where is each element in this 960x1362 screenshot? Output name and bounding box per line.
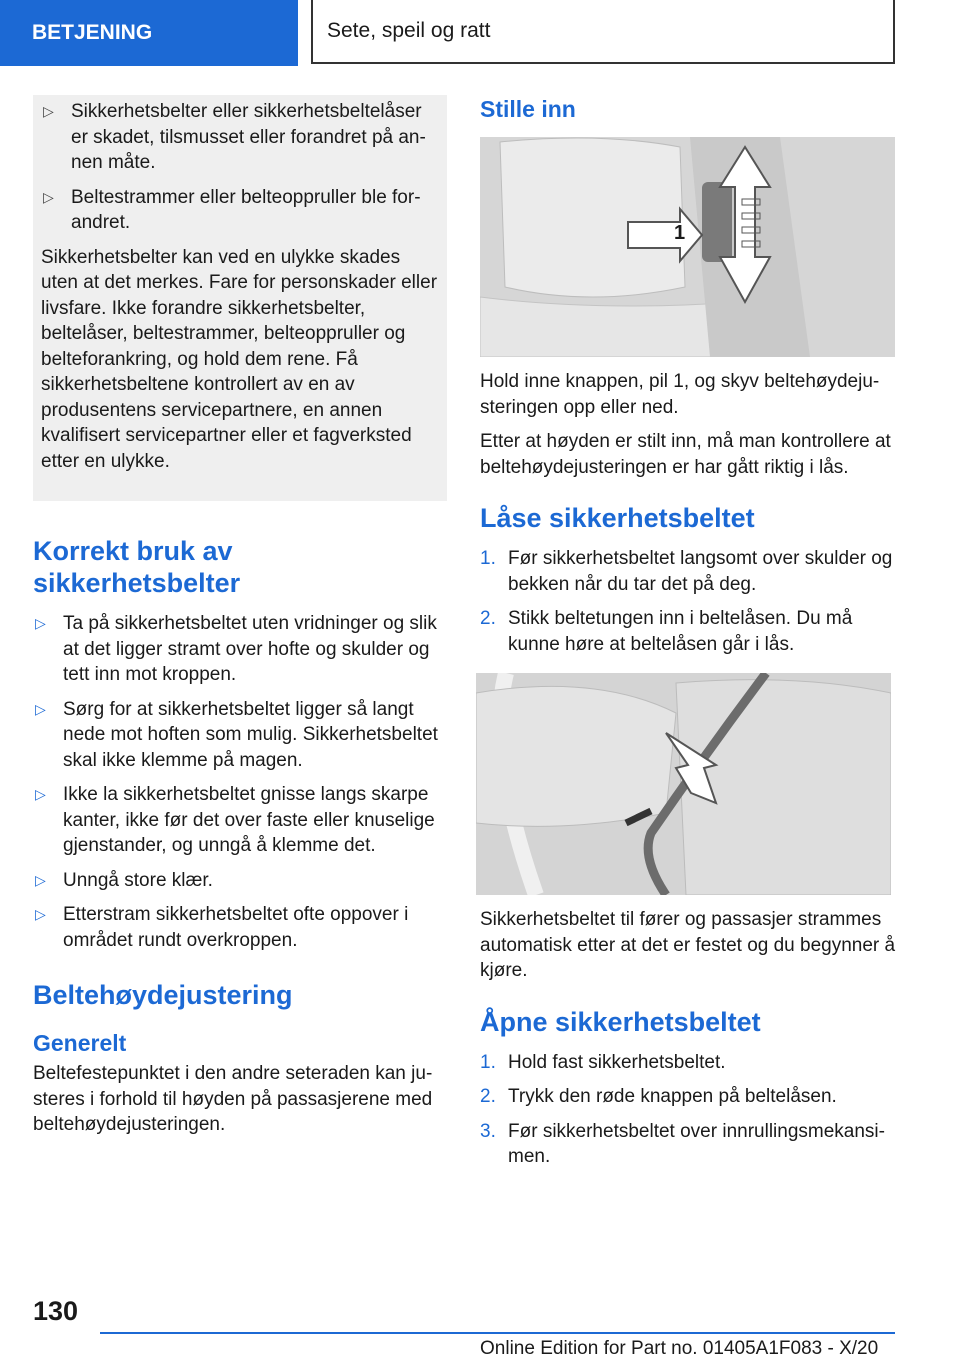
- section-heading: Beltehøydejustering: [33, 980, 293, 1010]
- triangle-right-icon: ▷: [35, 786, 46, 802]
- list-item: ▷ Unngå store klær.: [33, 868, 447, 894]
- section-heading: Korrekt bruk av sikkerhetsbelter: [33, 536, 241, 598]
- section-heading: Låse sikkerhetsbeltet: [480, 503, 755, 533]
- body-text: Sikkerhetsbeltet til fører og passasjer strammes automatisk etter at det er festet og du begynner å kjøre.: [480, 909, 896, 981]
- triangle-right-icon: ▷: [35, 615, 46, 631]
- list-item: 2. Stikk beltetungen inn i beltelåsen. Du må kunne høre at beltelåsen går i lås.: [480, 608, 853, 655]
- triangle-right-icon: ▷: [43, 103, 54, 119]
- subsection-heading: Generelt: [33, 1030, 127, 1056]
- triangle-right-icon: ▷: [35, 700, 46, 717]
- page-number: 130: [33, 1296, 79, 1326]
- list-item: 1. Hold fast sikkerhetsbeltet.: [480, 1051, 726, 1073]
- list-item: ▷ Beltestrammer eller belteoppruller ble forandret.: [41, 185, 441, 236]
- list-item: ▷ Ta på sikkerhetsbeltet uten vridninger og slik at det ligger stramt over hofte og skulder og tett inn mot kroppen.: [33, 611, 447, 688]
- belt-buckle-figure: [476, 673, 891, 895]
- list-item: ▷ Sørg for at sikkerhetsbeltet ligger så langt nede mot hoften som mulig. Sikkerhetsbeltet skal ikke klemme på magen.: [33, 697, 447, 774]
- footer-divider: [100, 1332, 895, 1334]
- warning-box: [33, 95, 447, 501]
- section-tab: BETJENING: [0, 0, 298, 66]
- body-text: Etter at høyden er stilt inn, må man kontrollere at beltehøydejusteringen er har gått riktig i lås.: [480, 431, 891, 478]
- belt-height-illustration: [480, 137, 895, 357]
- left-column: [33, 95, 447, 1147]
- body-text: Hold inne knappen, pil 1, og skyv beltehøydejusteringen opp eller ned.: [480, 371, 880, 418]
- warning-text: Sikkerhetsbelter kan ved en ulykke skades uten at det merkes. Fare for personskader eller livsfare. Ikke forandre sikkerhetsbelter, beltelåser, beltestrammer, belteoppruller og belteforankring, og hold dem rene. Få sikkerhetsbeltene kontrollert av en av produsentens servicepartnere, en annen kvalifisert servicepartner eller et fagverksted etter en ulykke.: [41, 246, 438, 472]
- chapter-title: Sete, speil og ratt: [311, 0, 895, 64]
- list-item: 3. Før sikkerhetsbeltet over innrullingsmekansimen.: [480, 1120, 885, 1167]
- triangle-right-icon: ▷: [43, 188, 54, 205]
- triangle-right-icon: ▷: [35, 871, 46, 888]
- triangle-right-icon: ▷: [35, 906, 46, 922]
- footer-edition: Online Edition for Part no. 01405A1F083 - X/20: [480, 1338, 879, 1359]
- section-heading: Åpne sikkerhetsbeltet: [480, 1006, 761, 1037]
- belt-buckle-illustration: [476, 673, 891, 895]
- subsection-heading: Stille inn: [480, 96, 576, 122]
- list-item: ▷ Etterstram sikkerhetsbeltet ofte oppover i området rundt overkroppen.: [33, 902, 447, 953]
- belt-height-figure: [480, 137, 895, 357]
- list-item: ▷ Sikkerhetsbelter eller sikkerhetsbeltelåser er skadet, tilsmusset eller forandret på annen måte.: [41, 99, 441, 176]
- right-column: [480, 95, 896, 1179]
- list-item: 2. Trykk den røde knappen på beltelåsen.: [480, 1086, 837, 1107]
- list-item: 1. Før sikkerhetsbeltet langsomt over skulder og bekken når du tar det på deg.: [480, 548, 893, 595]
- callout-label: 1: [674, 222, 686, 244]
- body-text: Beltefestepunktet i den andre seteraden kan justeres i forhold til høyden på passasjerene med beltehøydejusteringen.: [33, 1063, 433, 1135]
- list-item: ▷ Ikke la sikkerhetsbeltet gnisse langs skarpe kanter, ikke før det over faste eller knuselige gjenstander, og unngå å klemme det.: [33, 782, 447, 859]
